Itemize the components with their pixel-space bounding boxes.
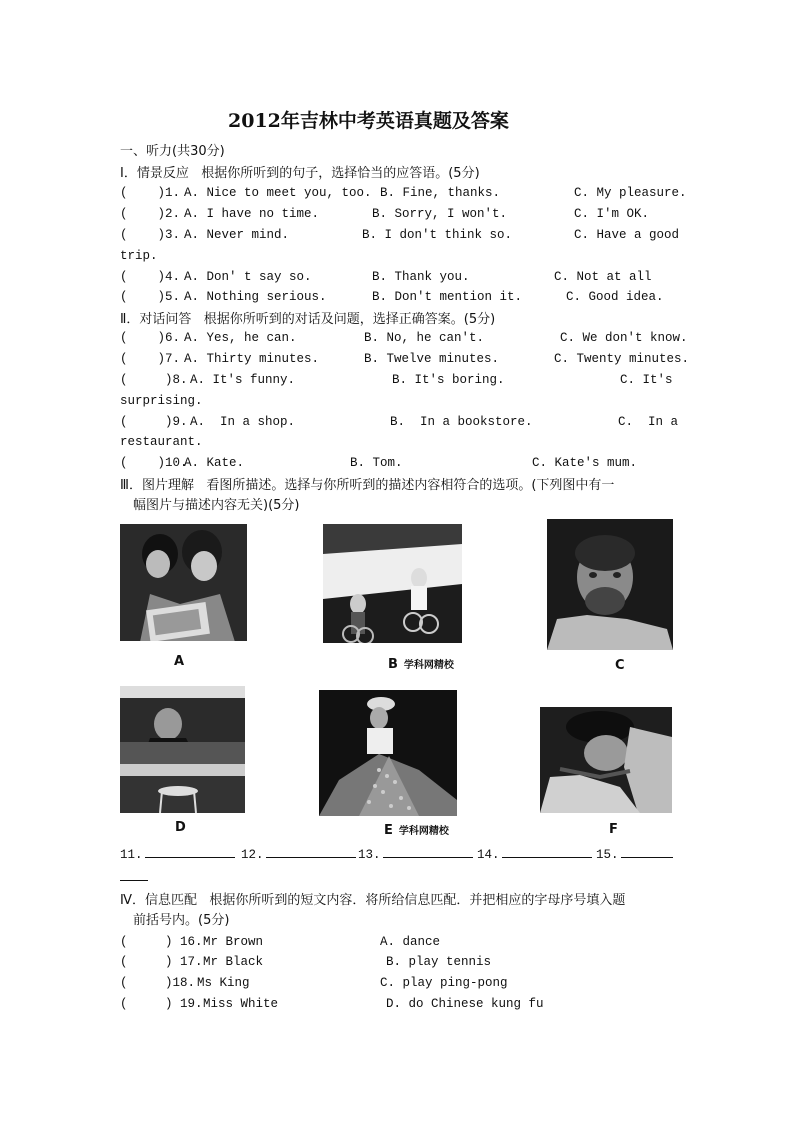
option-a: A. Never mind. [184,228,290,242]
label-e: E 学科网精校 [384,823,449,838]
part4-heading-cont: 前括号内。(5分) [133,913,230,928]
label-b: B 学科网精校 [388,657,454,672]
question-prefix: ( )7. [120,352,181,366]
picture-e [319,690,457,816]
option-a: A. Nice to meet you, too. [184,186,372,200]
question-prefix: ( )3. [120,228,181,242]
option-b: B. Thank you. [372,270,470,284]
option-c: C. Have a good [574,228,680,242]
option-a: A. Nothing serious. [184,290,327,304]
picture-d [120,686,245,813]
match-prefix: ( ) 17. [120,955,203,969]
question-prefix: ( )9. [120,415,188,429]
option-b: B. Twelve minutes. [364,352,500,366]
option-c: C. We don't know. [560,331,688,345]
blank-14[interactable]: 14. [477,848,592,862]
question-prefix: ( )8. [120,373,188,387]
picture-b [323,524,462,643]
option-wrap: restaurant. [120,435,203,449]
match-prefix: ( ) 16. [120,935,203,949]
match-option: B. play tennis [386,955,492,969]
option-b: B. Tom. [350,456,403,470]
option-b: B. I don't think so. [362,228,513,242]
blank-15[interactable]: 15. [596,848,673,862]
option-a: A. It's funny. [190,373,296,387]
blank-13[interactable]: 13. [358,848,473,862]
option-b: B. No, he can't. [364,331,485,345]
label-c: C [615,658,625,673]
option-c: C. I'm OK. [574,207,650,221]
option-c: C. It's [620,373,673,387]
blank-15-continuation [120,868,148,881]
label-a: A [174,654,185,669]
match-name: Ms King [197,976,250,990]
match-option: A. dance [380,935,441,949]
match-prefix: ( ) 19. [120,997,203,1011]
question-prefix: ( )4. [120,270,181,284]
label-d: D [175,820,186,835]
blank-12[interactable]: 12. [241,848,356,862]
option-c: C. Good idea. [566,290,664,304]
question-prefix: ( )5. [120,290,181,304]
option-c: C. Kate's mum. [532,456,638,470]
option-a: A. In a shop. [190,415,296,429]
option-b: B. It's boring. [392,373,505,387]
option-b: B. Sorry, I won't. [372,207,508,221]
question-prefix: ( )6. [120,331,181,345]
watermark: 学科网精校 [403,660,454,671]
match-option: C. play ping-pong [380,976,508,990]
option-a: A. Kate. [184,456,245,470]
option-a: A. Yes, he can. [184,331,297,345]
option-a: A. Don' t say so. [184,270,312,284]
option-c: C. My pleasure. [574,186,687,200]
picture-c [547,519,673,650]
match-option: D. do Chinese kung fu [386,997,544,1011]
option-a: A. Thirty minutes. [184,352,320,366]
option-a: A. I have no time. [184,207,320,221]
part2-heading: Ⅱ．对话问答 根据你所听到的对话及问题，选择正确答案。(5分) [120,312,496,327]
picture-a [120,524,247,641]
part1-heading: Ⅰ．情景反应 根据你所听到的句子，选择恰当的应答语。(5分) [120,166,480,181]
option-b: B. In a bookstore. [390,415,533,429]
blank-11[interactable]: 11. [120,848,235,862]
section-heading: 一、听力(共30分) [120,144,225,159]
part3-heading: Ⅲ．图片理解 看图所描述。选择与你所听到的描述内容相符合的选项。(下列图中有一 [120,478,615,493]
option-c: C. Not at all [554,270,652,284]
match-name: Miss White [203,997,279,1011]
option-wrap: trip. [120,249,158,263]
match-prefix: ( )18. [120,976,196,990]
option-b: B. Don't mention it. [372,290,523,304]
option-c: C. In a [618,415,679,429]
question-prefix: ( )2. [120,207,181,221]
question-prefix: ( )1. [120,186,181,200]
label-f: F [609,822,618,837]
part3-heading-cont: 幅图片与描述内容无关)(5分) [133,498,300,513]
match-name: Mr Black [203,955,264,969]
page-title: 2012年吉林中考英语真题及答案 [228,110,509,132]
watermark: 学科网精校 [398,826,449,837]
part4-heading: Ⅳ．信息匹配 根据你所听到的短文内容．将所给信息匹配．并把相应的字母序号填入题 [120,893,626,908]
option-c: C. Twenty minutes. [554,352,690,366]
option-b: B. Fine, thanks. [380,186,501,200]
question-prefix: ( )10. [120,456,188,470]
picture-f [540,707,672,813]
match-name: Mr Brown [203,935,264,949]
option-wrap: surprising. [120,394,203,408]
